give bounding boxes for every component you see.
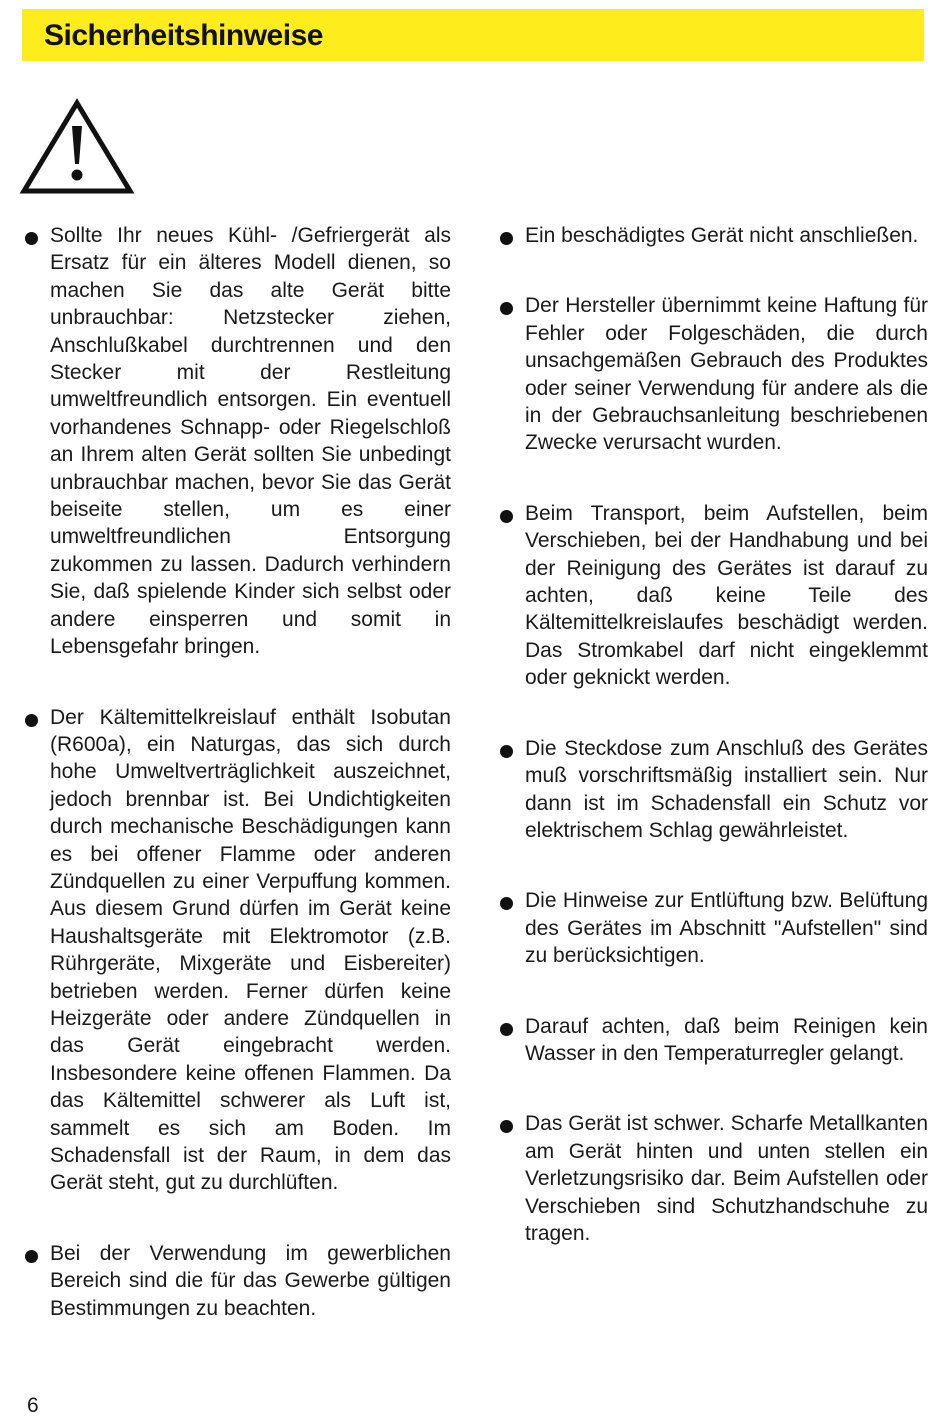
bullet-icon (500, 302, 513, 315)
right-column (498, 222, 928, 1274)
bullet-icon (500, 1023, 513, 1036)
list-item-text: Beim Transport, beim Aufstellen, beim Verschieben, bei der Handhabung und bei der Reinigung des Gerätes ist darauf zu achten, daß keine Teile des Kältemittelkreislaufes beschädigt werden. Das Stromkabel darf nicht eingeklemmt oder geknickt werden. (525, 501, 928, 690)
list-item-text: Der Kältemittelkreislauf enthält Isobutan (R600a), ein Naturgas, das sich durch hohe Umweltverträglichkeit auszeichnet, jedoch brennbar ist. Bei Undichtigkeiten durch mechanische Beschädigungen kann es bei offener Flamme oder anderen Zündquellen zu einer Verpuffung kommen. Aus diesem Grund dürfen im Gerät keine Haushaltsgeräte mit Elektromotor (z.B. Rührgeräte, Mixgeräte und Eisbereiter) betrieben werden. Ferner dürfen keine Heizgeräte oder andere Zündquellen in das Gerät eingebracht werden. Insbesondere keine offenen Flammen. Da das Kältemittel schwerer als Luft ist, sammelt es sich am Boden. Im Schadensfall ist der Raum, in dem das Gerät steht, gut zu durchlüften. (50, 705, 451, 1195)
list-item-text: Darauf achten, daß beim Reinigen kein Wasser in den Temperaturregler gelangt. (525, 1014, 928, 1065)
list-item-text: Das Gerät ist schwer. Scharfe Metallkanten am Gerät hinten und unten stellen ein Verletzungsrisiko dar. Beim Aufstellen oder Verschieben sind Schutzhandschuhe zu tragen. (525, 1112, 928, 1245)
list-item (23, 704, 451, 1197)
bullet-icon (500, 510, 513, 523)
page-title: Sicherheitshinweise (44, 19, 323, 52)
bullet-icon (25, 714, 38, 727)
list-item (498, 1013, 928, 1068)
list-item (498, 1110, 928, 1247)
list-item-text: Der Hersteller übernimmt keine Haftung für Fehler oder Folgeschäden, die durch unsachgemäßen Gebrauch des Produktes oder seiner Verwendung für andere als die in der Gebrauchsanleitung beschriebenen Zwecke verursacht wurden. (525, 294, 928, 455)
list-item-text: Die Steckdose zum Anschluß des Gerätes muß vorschriftsmäßig installiert sein. Nur dann ist im Schadensfall ein Schutz vor elektrischem Schlag gewährleistet. (525, 736, 928, 842)
list-item (498, 292, 928, 456)
bullet-icon (500, 745, 513, 758)
bullet-icon (500, 897, 513, 910)
list-item-text: Bei der Verwendung im gewerblichen Bereich sind die für das Gewerbe gültigen Bestimmungen zu beachten. (50, 1241, 451, 1320)
list-item (498, 887, 928, 969)
bullet-icon (25, 1250, 38, 1263)
warning-triangle-icon (18, 98, 136, 196)
list-item-text: Ein beschädigtes Gerät nicht anschließen. (525, 224, 919, 247)
bullet-icon (25, 232, 38, 245)
list-item-text: Die Hinweise zur Entlüftung bzw. Belüftung des Gerätes im Abschnitt "Aufstellen" sind zu berücksichtigen. (525, 889, 928, 968)
page-number: 6 (27, 1394, 39, 1417)
list-item (498, 222, 928, 249)
list-item (23, 1240, 451, 1322)
bullet-icon (500, 1120, 513, 1133)
list-item (498, 735, 928, 845)
left-column (23, 222, 451, 1349)
list-item-text: Sollte Ihr neues Kühl- /Gefriergerät als Ersatz für ein älteres Modell dienen, so machen Sie das alte Gerät bitte unbrauchbar: Netzstecker ziehen, Anschlußkabel durchtrennen und den Stecker mit der Restleitung umweltfreundlich entsorgen. Ein eventuell vorhandenes Schnapp- oder Riegelschloß an Ihrem alten Gerät sollten Sie unbedingt unbrauchbar machen, bevor Sie das Gerät beiseite stellen, um es einer umweltfreundlichen Entsorgung zukommen zu lassen. Dadurch verhindern Sie, daß spielende Kinder sich selbst oder andere einsperren und somit in Lebensgefahr bringen. (50, 224, 451, 659)
list-item (23, 222, 451, 661)
section-title-bar (22, 9, 924, 61)
list-item (498, 500, 928, 692)
bullet-icon (500, 232, 513, 245)
